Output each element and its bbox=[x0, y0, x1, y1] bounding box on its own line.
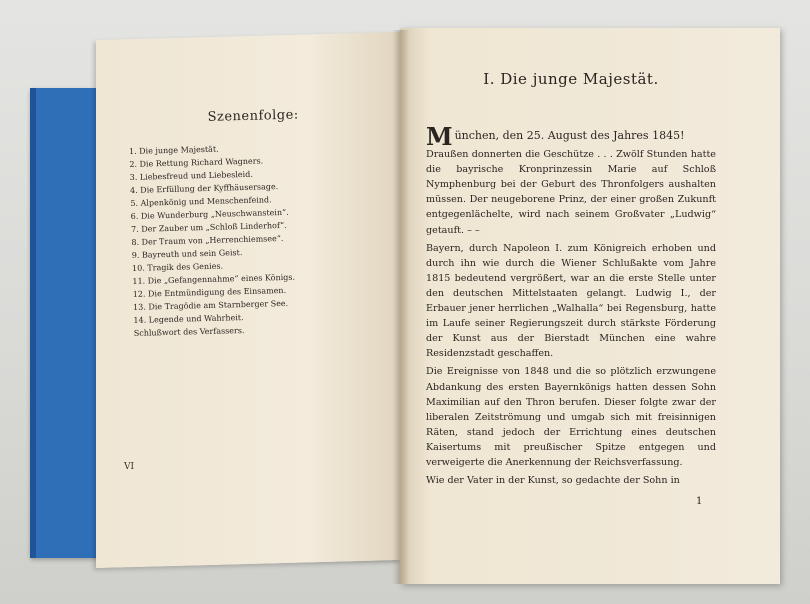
book-gutter bbox=[392, 30, 410, 584]
toc-item: 9. Bayreuth und sein Geist. bbox=[131, 248, 243, 260]
toc-item: 13. Die Tragödie am Starnberger See. bbox=[132, 298, 289, 312]
toc-item: 1. Die junge Majestät. bbox=[128, 144, 219, 156]
drop-cap: M bbox=[426, 122, 453, 151]
toc-item: 14. Legende und Wahrheit. bbox=[133, 313, 244, 325]
paragraph: Die Ereignisse von 1848 und die so plötzlich erzwungene Abdankung des ersten Bayernkönigs hatten dessen Sohn Maximilian auf den Thron berufen. Dieser folgte zwar der liberalen Zeitströmung und umgab sich mit freisinnigen Räten, stand jedoch der Errichtung eines deutschen Kaisertums mit preußischer Spitze entgegen und verweigerte die Anerkennung der Reichsverfassung. bbox=[426, 366, 716, 468]
toc-item: 12. Die Entmündigung des Einsamen. bbox=[132, 285, 287, 299]
toc-item: 5. Alpenkönig und Menschenfeind. bbox=[130, 195, 272, 208]
toc-list bbox=[129, 138, 384, 339]
chapter-title: I. Die junge Majestät. bbox=[483, 70, 659, 88]
paragraph: Bayern, durch Napoleon I. zum Königreich erhoben und durch ihn wie durch die Wiener Schlußakte vom Jahre 1815 bedeutend vergrößert, war an die erste Stelle unter den deutschen Mittelstaaten gelangt. Ludwig I., der Erbauer jener herrlichen „Walhalla“ bei Regensburg, hatte im Laufe seiner Regierungszeit durch stärkste Förderung der Kunst aus der Bierstadt München eine wahre Residenzstadt geschaffen. bbox=[426, 242, 716, 360]
chapter-text bbox=[426, 70, 716, 491]
toc-item: 4. Die Erfüllung der Kyffhäusersage. bbox=[129, 182, 279, 195]
toc-item: 6. Die Wunderburg „Neuschwanstein“. bbox=[130, 207, 289, 221]
opening-line bbox=[426, 122, 716, 151]
opening-line-text: ünchen, den 25. August des Jahres 1845! bbox=[454, 129, 685, 142]
toc-title: Szenenfolge: bbox=[207, 107, 299, 125]
toc-item: 2. Die Rettung Richard Wagners. bbox=[129, 156, 264, 169]
table-of-contents bbox=[128, 105, 384, 339]
toc-item: 11. Die „Gefangennahme“ eines Königs. bbox=[132, 272, 296, 286]
cover-spine-edge bbox=[30, 88, 36, 558]
toc-item: 10. Tragik des Genies. bbox=[131, 261, 224, 273]
left-page-number: VI bbox=[124, 462, 135, 472]
paragraph: Wie der Vater in der Kunst, so gedachte der Sohn in bbox=[426, 475, 680, 487]
toc-item: Schlußwort des Verfassers. bbox=[133, 326, 245, 338]
chapter-body bbox=[426, 122, 716, 488]
toc-item: 3. Liebesfreud und Liebesleid. bbox=[129, 169, 253, 182]
paragraph: Draußen donnerten die Geschütze . . . Zwölf Stunden hatte die bayrische Kronprinzessin Marie auf Schloß Nymphenburg bei der Geburt des Thronfolgers aushalten müssen. Der neugeborene Prinz, der einer großen Zukunft entgegenlächelte, wird nach seinem Großvater „Ludwig“ getauft. – – bbox=[426, 149, 716, 236]
right-page-number: 1 bbox=[696, 496, 703, 507]
toc-item: 7. Der Zauber um „Schloß Linderhof“. bbox=[130, 220, 287, 234]
toc-item: 8. Der Traum von „Herrenchiemsee“. bbox=[131, 233, 284, 247]
